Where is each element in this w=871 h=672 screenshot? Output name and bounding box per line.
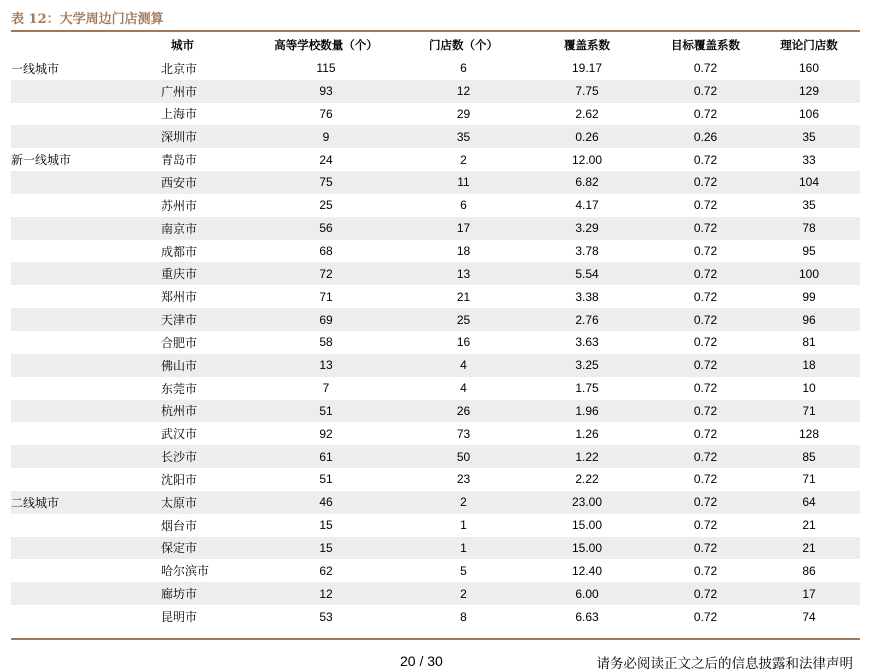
row-city: 重庆市	[161, 262, 246, 285]
row-theory: 64	[758, 491, 860, 514]
row-city: 哈尔滨市	[161, 564, 210, 579]
row-group	[11, 171, 161, 194]
top-divider	[11, 30, 860, 32]
row-theory: 33	[802, 152, 816, 167]
row-city: 上海市	[161, 107, 198, 122]
row-schools: 24	[319, 152, 333, 167]
row-city: 东莞市	[161, 381, 198, 396]
table-row	[11, 308, 860, 331]
table-row	[11, 103, 860, 126]
row-group	[11, 514, 161, 537]
row-stores: 5	[460, 563, 467, 578]
row-city: 深圳市	[161, 125, 246, 148]
row-target: 0.26	[653, 125, 758, 148]
row-stores: 18	[456, 244, 471, 259]
row-city: 长沙市	[161, 445, 246, 468]
row-coverage: 23.00	[521, 491, 653, 514]
row-city: 武汉市	[161, 427, 198, 442]
row-target: 0.72	[653, 262, 758, 285]
table-row	[11, 80, 860, 103]
row-schools: 15	[246, 537, 406, 560]
row-schools: 115	[316, 61, 336, 76]
row-coverage: 1.96	[521, 400, 653, 423]
row-schools: 92	[319, 426, 333, 441]
row-theory: 160	[798, 61, 820, 76]
row-stores: 29	[456, 106, 471, 121]
row-group: 新一线城市	[11, 153, 72, 168]
row-theory: 71	[758, 400, 860, 423]
row-group: 一线城市	[11, 61, 60, 76]
row-target: 0.72	[653, 491, 758, 514]
row-stores: 4	[460, 381, 467, 396]
table-row	[11, 400, 860, 423]
row-stores: 4	[406, 354, 521, 377]
table-row	[11, 445, 860, 468]
row-coverage: 12.00	[571, 152, 603, 167]
table-row	[11, 194, 860, 217]
row-schools: 76	[319, 106, 333, 121]
row-theory: 78	[758, 217, 860, 240]
row-city: 佛山市	[161, 354, 246, 377]
row-coverage: 3.63	[575, 335, 599, 350]
row-target: 0.72	[693, 289, 718, 304]
row-coverage: 2.76	[521, 308, 653, 331]
header-schools: 高等学校数量（个）	[274, 38, 378, 53]
row-stores: 35	[406, 125, 521, 148]
row-schools: 75	[246, 171, 406, 194]
row-schools: 58	[319, 335, 333, 350]
header-city: 城市	[171, 38, 194, 53]
row-group	[11, 605, 161, 628]
header-theory: 理论门店数	[780, 38, 838, 53]
row-target: 0.72	[653, 537, 758, 560]
row-group	[11, 582, 161, 605]
row-city: 烟台市	[161, 518, 198, 533]
store-estimate-table	[11, 34, 860, 628]
row-coverage: 4.17	[575, 198, 599, 213]
table-body	[11, 57, 860, 628]
row-theory: 85	[758, 445, 860, 468]
row-target: 0.72	[693, 426, 718, 441]
row-city: 苏州市	[161, 198, 198, 213]
row-target: 0.72	[653, 582, 758, 605]
row-theory: 10	[802, 381, 816, 396]
table-row	[11, 217, 860, 240]
table-row	[11, 582, 860, 605]
row-stores: 6	[460, 61, 467, 76]
row-schools: 25	[319, 198, 333, 213]
row-coverage: 3.38	[575, 289, 599, 304]
row-target: 0.72	[653, 80, 758, 103]
row-stores: 50	[406, 445, 521, 468]
row-coverage: 5.54	[521, 262, 653, 285]
header-group	[11, 34, 161, 57]
row-theory: 96	[758, 308, 860, 331]
row-stores: 25	[406, 308, 521, 331]
row-coverage: 3.78	[575, 244, 599, 259]
row-target: 0.72	[693, 381, 718, 396]
row-theory: 17	[758, 582, 860, 605]
row-target: 0.72	[653, 217, 758, 240]
row-coverage: 1.26	[575, 426, 599, 441]
row-theory: 100	[758, 262, 860, 285]
row-group	[11, 377, 161, 400]
table-row	[11, 514, 860, 537]
row-city: 保定市	[161, 537, 246, 560]
row-schools: 69	[246, 308, 406, 331]
row-schools: 61	[246, 445, 406, 468]
row-schools: 71	[319, 289, 333, 304]
page-number: 20 / 30	[400, 653, 443, 669]
legal-disclaimer: 请务必阅读正文之后的信息披露和法律声明	[596, 656, 853, 672]
header-target: 目标覆盖系数	[671, 38, 740, 53]
row-stores: 6	[460, 198, 467, 213]
row-city: 天津市	[161, 308, 246, 331]
row-target: 0.72	[693, 518, 718, 533]
row-schools: 7	[322, 381, 330, 396]
table-row	[11, 240, 860, 263]
row-group	[11, 331, 161, 354]
row-city: 青岛市	[161, 153, 198, 168]
row-theory: 81	[802, 335, 816, 350]
row-group	[11, 354, 161, 377]
table-row	[11, 57, 860, 80]
row-group	[11, 217, 161, 240]
row-schools: 13	[246, 354, 406, 377]
row-coverage: 0.26	[521, 125, 653, 148]
table-row	[11, 171, 860, 194]
row-city: 北京市	[161, 61, 198, 76]
row-group	[11, 80, 161, 103]
row-group	[11, 285, 161, 308]
table-caption: 表 12：大学周边门店测算	[11, 12, 164, 27]
header-coverage: 覆盖系数	[564, 38, 610, 53]
row-theory: 18	[758, 354, 860, 377]
row-theory: 35	[758, 125, 860, 148]
row-stores: 12	[406, 80, 521, 103]
table-row	[11, 125, 860, 148]
row-group	[11, 468, 161, 491]
table-row	[11, 537, 860, 560]
bottom-divider	[11, 638, 860, 640]
table-row	[11, 468, 860, 491]
row-coverage: 6.82	[521, 171, 653, 194]
row-target: 0.72	[693, 106, 718, 121]
row-theory: 74	[802, 609, 816, 624]
row-city: 西安市	[161, 171, 246, 194]
row-group	[11, 103, 161, 126]
row-schools: 68	[319, 244, 333, 259]
row-group	[11, 422, 161, 445]
row-city: 昆明市	[161, 610, 198, 625]
row-city: 沈阳市	[161, 472, 198, 487]
row-schools: 9	[246, 125, 406, 148]
row-group	[11, 537, 161, 560]
row-theory: 106	[798, 106, 820, 121]
row-group	[11, 445, 161, 468]
header-stores: 门店数（个）	[429, 38, 498, 53]
row-coverage: 6.63	[575, 609, 599, 624]
row-schools: 72	[246, 262, 406, 285]
row-coverage: 3.25	[521, 354, 653, 377]
row-group	[11, 559, 161, 582]
row-schools: 51	[319, 472, 333, 487]
table-row	[11, 605, 860, 628]
row-stores: 26	[406, 400, 521, 423]
table-row	[11, 491, 860, 514]
row-coverage: 6.00	[521, 582, 653, 605]
row-group	[11, 125, 161, 148]
row-stores: 16	[456, 335, 471, 350]
row-city: 成都市	[161, 244, 198, 259]
row-stores: 2	[460, 152, 467, 167]
row-theory: 99	[802, 289, 816, 304]
table-row	[11, 285, 860, 308]
row-schools: 15	[319, 518, 333, 533]
row-theory: 21	[802, 518, 816, 533]
row-stores: 21	[456, 289, 471, 304]
row-stores: 73	[456, 426, 471, 441]
row-theory: 129	[758, 80, 860, 103]
row-city: 广州市	[161, 80, 246, 103]
row-city: 合肥市	[161, 335, 198, 350]
row-stores: 17	[406, 217, 521, 240]
row-city: 杭州市	[161, 400, 246, 423]
table-row	[11, 377, 860, 400]
row-schools: 93	[246, 80, 406, 103]
row-stores: 8	[460, 609, 467, 624]
row-target: 0.72	[693, 563, 718, 578]
row-stores: 1	[460, 518, 467, 533]
row-coverage: 15.00	[521, 537, 653, 560]
row-target: 0.72	[653, 445, 758, 468]
row-target: 0.72	[653, 400, 758, 423]
row-theory: 21	[758, 537, 860, 560]
row-target: 0.72	[653, 308, 758, 331]
row-stores: 13	[406, 262, 521, 285]
row-target: 0.72	[693, 244, 718, 259]
table-row	[11, 559, 860, 582]
row-target: 0.72	[653, 354, 758, 377]
row-theory: 95	[802, 244, 816, 259]
row-group	[11, 194, 161, 217]
row-coverage: 7.75	[521, 80, 653, 103]
table-row	[11, 422, 860, 445]
row-city: 太原市	[161, 491, 246, 514]
row-stores: 1	[406, 537, 521, 560]
row-target: 0.72	[693, 609, 718, 624]
row-stores: 23	[456, 472, 471, 487]
row-city: 郑州市	[161, 290, 198, 305]
row-group	[11, 240, 161, 263]
row-target: 0.72	[693, 335, 718, 350]
table-row	[11, 262, 860, 285]
row-theory: 128	[798, 426, 820, 441]
row-coverage: 2.62	[575, 106, 599, 121]
row-stores: 2	[406, 491, 521, 514]
row-schools: 51	[246, 400, 406, 423]
row-schools: 12	[246, 582, 406, 605]
table-row	[11, 331, 860, 354]
row-target: 0.72	[693, 472, 718, 487]
row-theory: 71	[802, 472, 816, 487]
row-schools: 56	[246, 217, 406, 240]
row-target: 0.72	[653, 171, 758, 194]
row-coverage: 1.22	[521, 445, 653, 468]
row-target: 0.72	[693, 198, 718, 213]
row-coverage: 3.29	[521, 217, 653, 240]
row-city: 南京市	[161, 217, 246, 240]
row-stores: 2	[406, 582, 521, 605]
table-row	[11, 354, 860, 377]
row-theory: 35	[802, 198, 816, 213]
table-row	[11, 148, 860, 171]
row-group: 二线城市	[11, 491, 161, 514]
row-target: 0.72	[693, 152, 718, 167]
row-coverage: 12.40	[571, 563, 603, 578]
row-city: 廊坊市	[161, 582, 246, 605]
row-theory: 104	[758, 171, 860, 194]
table-header-row	[11, 34, 860, 57]
row-coverage: 19.17	[571, 61, 603, 76]
row-stores: 11	[406, 171, 521, 194]
row-target: 0.72	[693, 61, 718, 76]
row-schools: 53	[319, 609, 333, 624]
row-theory: 86	[802, 563, 816, 578]
row-schools: 62	[319, 563, 333, 578]
row-group	[11, 262, 161, 285]
row-coverage: 2.22	[575, 472, 599, 487]
row-coverage: 15.00	[571, 518, 603, 533]
row-schools: 46	[246, 491, 406, 514]
row-coverage: 1.75	[575, 381, 599, 396]
row-group	[11, 400, 161, 423]
row-group	[11, 308, 161, 331]
